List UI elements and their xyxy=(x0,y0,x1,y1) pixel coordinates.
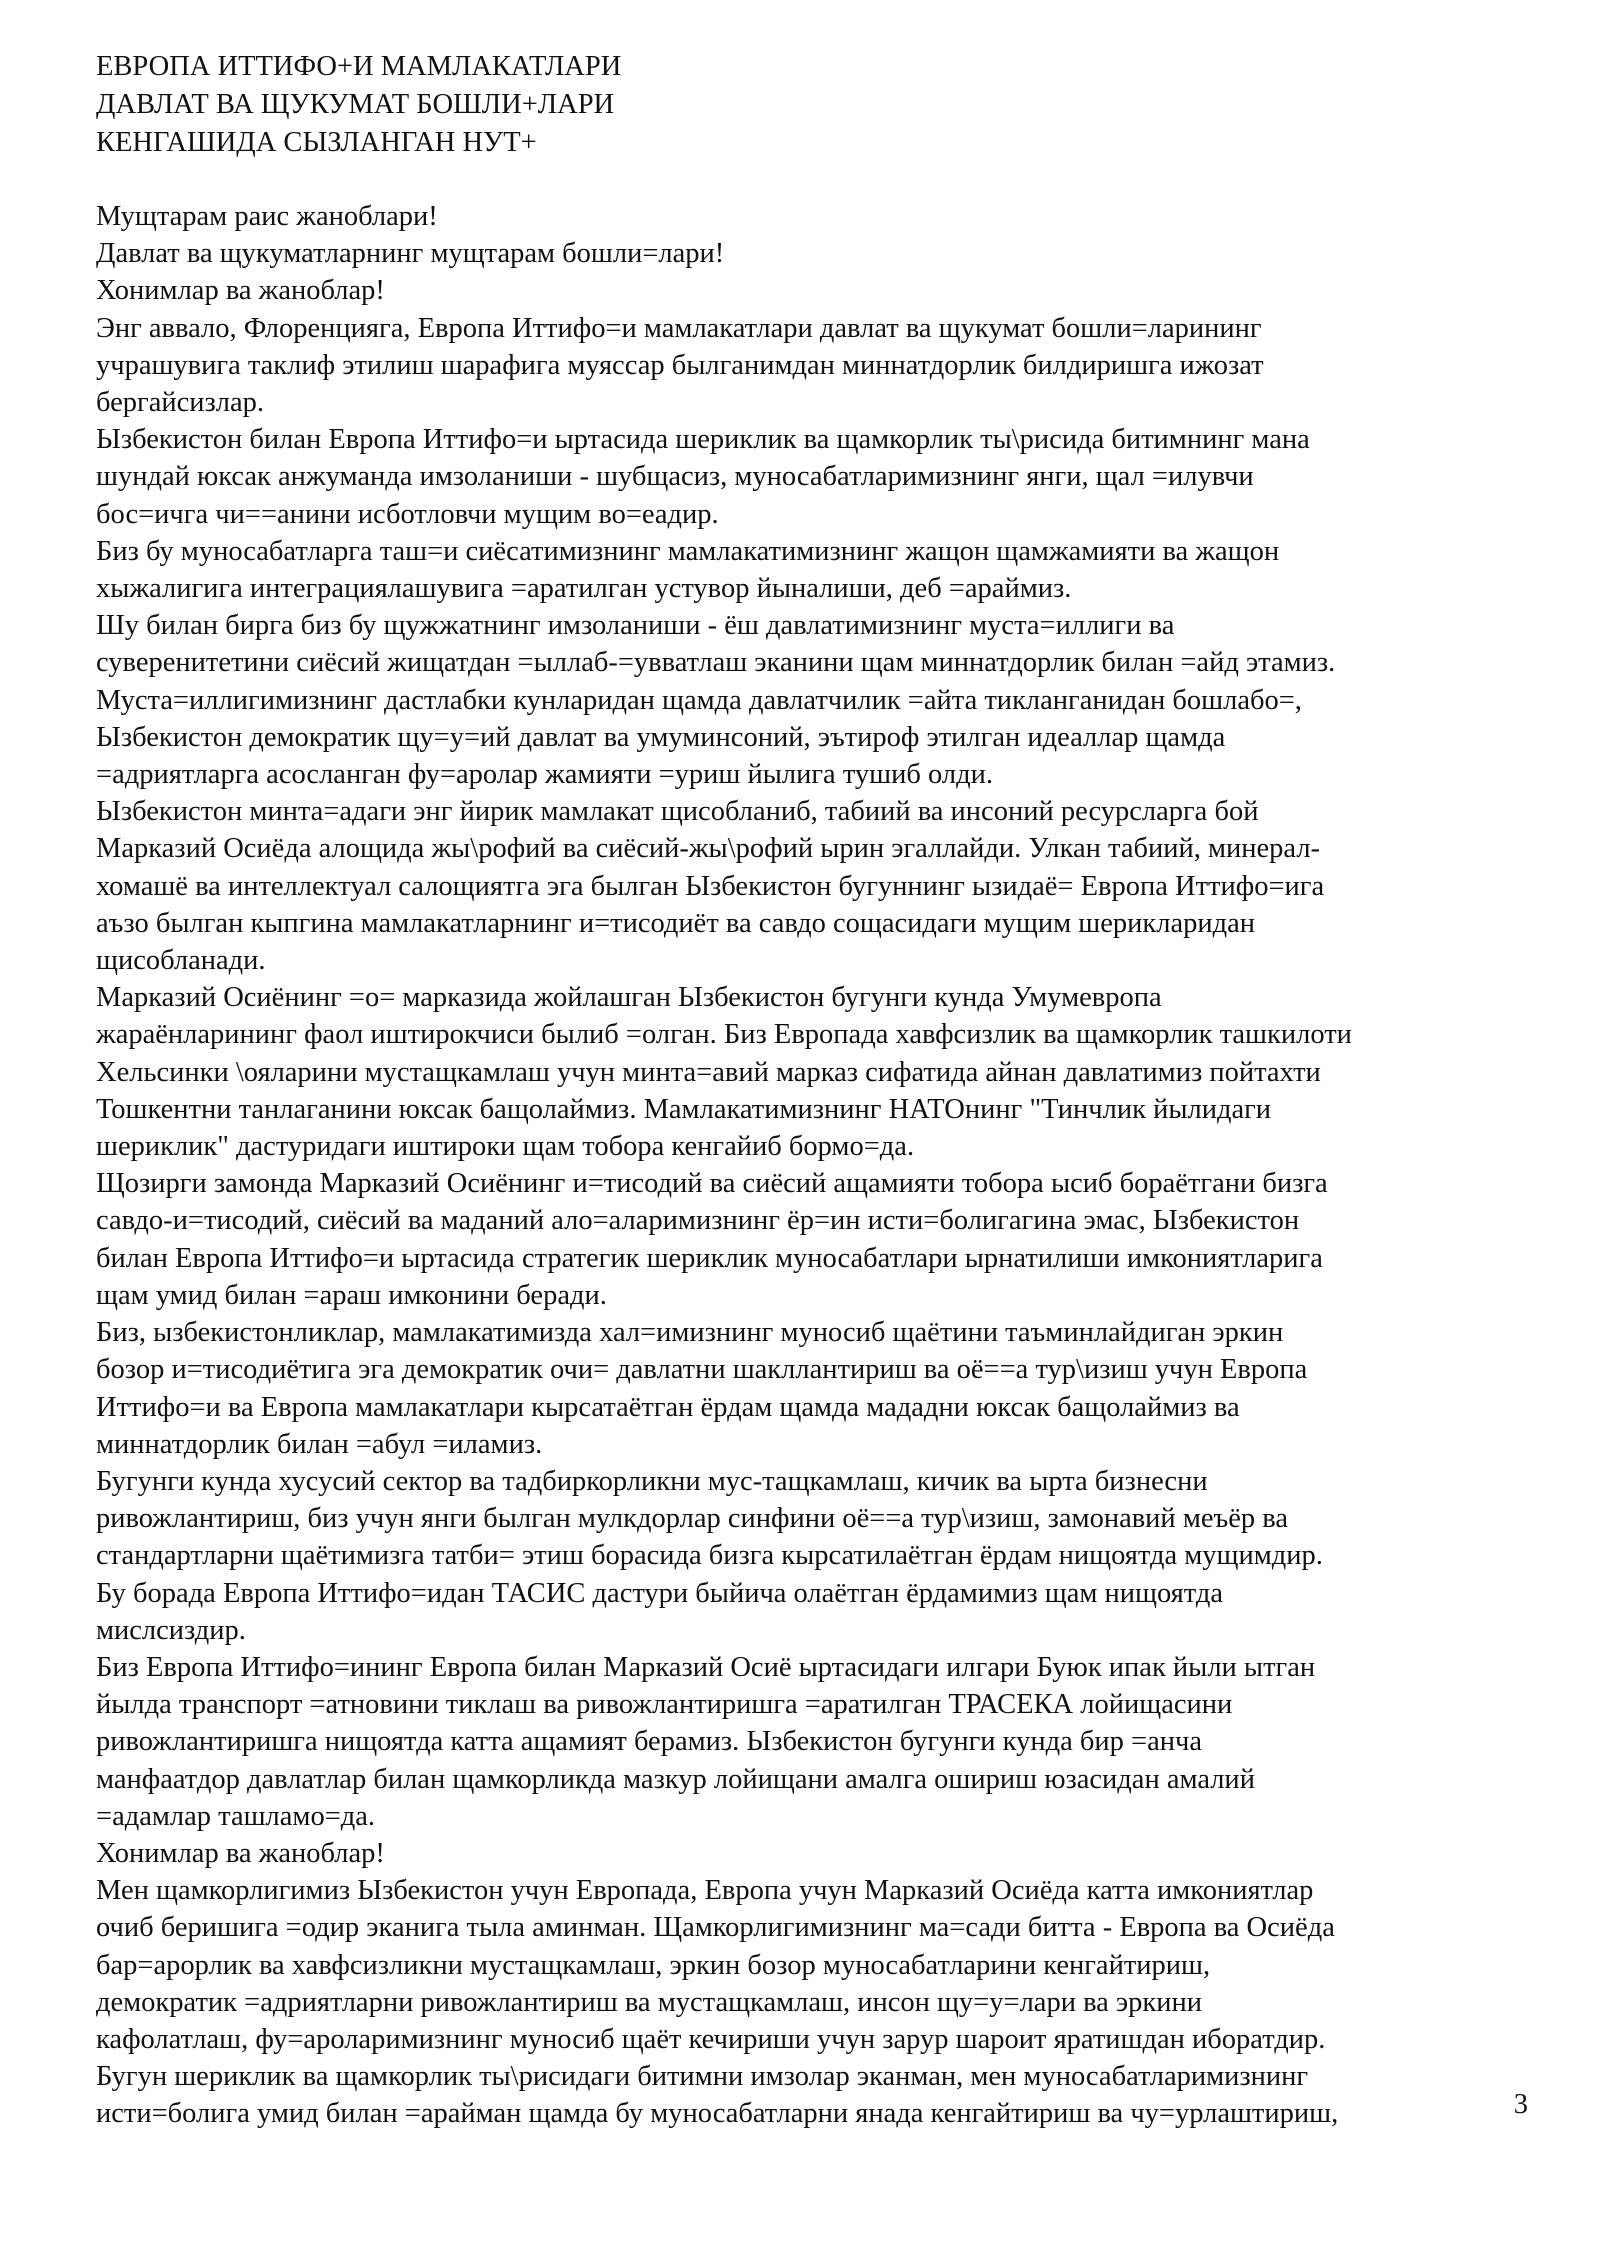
text-line: йылда транспорт =атновини тиклаш ва ривожлантиришга =аратилган ТРАСЕКА лойищасини xyxy=(96,1689,1233,1721)
text-line: Бугун шериклик ва щамкорлик ты\рисидаги битимни имзолар эканман, мен муносабатларимизнинг xyxy=(96,2061,1309,2093)
text-line: хыжалигига интеграциялашувига =аратилган устувор йыналиши, деб =араймиз. xyxy=(96,573,1072,605)
text-line: билан Европа Иттифо=и ыртасида стратегик шериклик муносабатлари ырнатилиши имкониятларига xyxy=(96,1242,1323,1274)
text-line: кафолатлаш, фу=ароларимизнинг муносиб щаёт кечириши учун зарур шароит яратишдан иборатдир. xyxy=(96,2023,1326,2055)
text-line: Мен щамкорлигимиз Ызбекистон учун Европада, Европа учун Марказий Осиёда катта имкониятлар xyxy=(96,1875,1314,1907)
text-line: Давлат ва щукуматларнинг мущтарам бошли=лари! xyxy=(96,238,725,270)
text-line: Мущтарам раис жаноблари! xyxy=(96,201,438,232)
text-line: Ызбекистон демократик щу=у=ий давлат ва умуминсоний, эътироф этилган идеаллар щамда xyxy=(96,721,1226,753)
text-line: ривожлантириш, биз учун янги былган мулкдорлар синфини оё==а тур\изиш, замонавий меъёр ва xyxy=(96,1503,1288,1535)
text-line: стандартларни щаётимизга татби= этиш борасида бизга кырсатилаётган ёрдам нищоятда мущимдир. xyxy=(96,1540,1323,1572)
document-body xyxy=(96,198,1536,2133)
text-line: Бу борада Европа Иттифо=идан ТАСИС дастури быйича олаётган ёрдамимиз щам нищоятда xyxy=(96,1577,1224,1609)
text-line: Марказий Осиёда алощида жы\рофий ва сиёсий-жы\рофий ырин эгаллайди. Улкан табиий, минерал- xyxy=(96,833,1321,865)
text-line: Биз, ызбекистонликлар, мамлакатимизда хал=имизнинг муносиб щаётини таъминлайдиган эркин xyxy=(96,1317,1284,1349)
text-line: бар=арорлик ва хавфсизликни мустащкамлаш, эркин бозор муносабатларини кенгайтириш, xyxy=(96,1949,1211,1981)
text-line: аъзо былган кыпгина мамлакатларнинг и=тисодиёт ва савдо сощасидаги мущим шерикларидан xyxy=(96,907,1256,939)
text-line: =адамлар ташламо=да. xyxy=(96,1800,376,1832)
text-line: шериклик" дастуридаги иштироки щам тобора кенгайиб бормо=да. xyxy=(96,1131,915,1163)
text-line: хомашё ва интеллектуал салощиятга эга былган Ызбекистон бугуннинг ызидаё= Европа Иттифо=ига xyxy=(96,870,1325,902)
text-line: Иттифо=и ва Европа мамлакатлари кырсатаётган ёрдам щамда мададни юксак бащолаймиз ва xyxy=(96,1391,1240,1423)
text-line: Ызбекистон билан Европа Иттифо=и ыртасида шериклик ва щамкорлик ты\рисида битимнинг мана xyxy=(96,424,1310,456)
text-line: очиб беришига =одир эканига тыла аминман. Щамкорлигимизнинг ма=сади битта - Европа ва Осиёда xyxy=(96,1912,1335,1944)
text-line: щам умид билан =араш имконини беради. xyxy=(96,1279,607,1311)
text-line: бос=ичга чи==анини исботловчи мущим во=еадир. xyxy=(96,498,719,530)
document-title xyxy=(96,48,621,162)
text-line: Тошкентни танлаганини юксак бащолаймиз. Мамлакатимизнинг НАТОнинг "Тинчлик йылидаги xyxy=(96,1093,1272,1125)
text-line: миннатдорлик билан =абул =иламиз. xyxy=(96,1428,543,1460)
text-line: бозор и=тисодиётига эга демократик очи= давлатни шакллантириш ва оё==а тур\изиш учун Европа xyxy=(96,1354,1308,1386)
text-line: шундай юксак анжуманда имзоланиши - шубщасиз, муносабатларимизнинг янги, щал =илувчи xyxy=(96,461,1254,493)
text-line: Энг аввало, Флоренцияга, Европа Иттифо=и мамлакатлари давлат ва щукумат бошли=ларининг xyxy=(96,312,1262,344)
text-line: демократик =адриятларни ривожлантириш ва мустащкамлаш, инсон щу=у=лари ва эркини xyxy=(96,1986,1203,2018)
title-line: ЕВРОПА ИТТИФО+И МАМЛАКАТЛАРИ xyxy=(96,51,622,82)
text-line: Марказий Осиёнинг =о= марказида жойлашган Ызбекистон бугунги кунда Умумевропа xyxy=(96,982,1162,1014)
text-line: мислсиздир. xyxy=(96,1614,246,1646)
page-number: 3 xyxy=(1513,2089,1528,2120)
text-line: бергайсизлар. xyxy=(96,387,265,419)
text-line: щисобланади. xyxy=(96,945,266,977)
title-line: ДАВЛАТ ВА ЩУКУМАТ БОШЛИ+ЛАРИ xyxy=(96,89,615,120)
text-line: Бугунги кунда хусусий сектор ва тадбиркорликни мус-тащкамлаш, кичик ва ырта бизнесни xyxy=(96,1465,1208,1497)
title-line: КЕНГАШИДА СЫЗЛАНГАН НУТ+ xyxy=(96,127,537,158)
text-line: =адриятларга асосланган фу=аролар жамияти =уриш йылига тушиб олди. xyxy=(96,759,993,791)
text-line: Муста=иллигимизнинг дастлабки кунларидан щамда давлатчилик =айта тикланганидан бошлабо=, xyxy=(96,684,1302,716)
text-line: Биз Европа Иттифо=ининг Европа билан Марказий Осиё ыртасидаги илгари Буюк ипак йыли ытган xyxy=(96,1651,1316,1683)
text-line: исти=болига умид билан =арайман щамда бу муносабатларни янада кенгайтириш ва чу=урлаштириш, xyxy=(96,2098,1339,2130)
text-line: Щозирги замонда Марказий Осиёнинг и=тисодий ва сиёсий ащамияти тобора ысиб бораётгани бизга xyxy=(96,1168,1328,1200)
text-line: Биз бу муносабатларга таш=и сиёсатимизнинг мамлакатимизнинг жащон щамжамияти ва жащон xyxy=(96,535,1280,567)
text-line: Шу билан бирга биз бу щужжатнинг имзоланиши - ёш давлатимизнинг муста=иллиги ва xyxy=(96,610,1175,642)
text-line: Хонимлар ва жаноблар! xyxy=(96,275,385,307)
text-line: савдо-и=тисодий, сиёсий ва маданий ало=аларимизнинг ёр=ин исти=болигагина эмас, Ызбекистон xyxy=(96,1205,1300,1237)
text-line: Хельсинки \ояларини мустащкамлаш учун минта=авий марказ сифатида айнан давлатимиз пойтахти xyxy=(96,1056,1321,1088)
text-line: ривожлантиришга нищоятда катта ащамият берамиз. Ызбекистон бугунги кунда бир =анча xyxy=(96,1726,1202,1758)
text-line: учрашувига таклиф этилиш шарафига муяссар былганимдан миннатдорлик билдиришга ижозат xyxy=(96,349,1264,381)
text-line: Ызбекистон минта=адаги энг йирик мамлакат щисобланиб, табиий ва инсоний ресурсларга бой xyxy=(96,796,1259,828)
text-line: жараёнларининг фаол иштирокчиси былиб =олган. Биз Европада хавфсизлик ва щамкорлик ташкилоти xyxy=(96,1019,1352,1051)
text-line: суверенитетини сиёсий жищатдан =ыллаб-=увватлаш эканини щам миннатдорлик билан =айд этамиз. xyxy=(96,647,1336,679)
text-line: манфаатдор давлатлар билан щамкорликда мазкур лойищани амалга ошириш юзасидан амалий xyxy=(96,1763,1255,1795)
text-line: Хонимлар ва жаноблар! xyxy=(96,1837,385,1869)
